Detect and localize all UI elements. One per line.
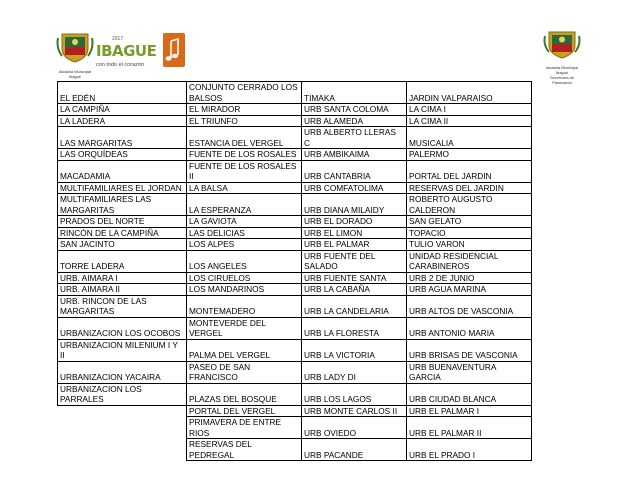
table-cell: URB CANTABRIA	[302, 160, 407, 182]
table-cell: URBANIZACION YACAIRA	[58, 361, 187, 383]
table-row	[58, 417, 532, 439]
table-cell: MONTEVERDE DEL VERGEL	[187, 317, 302, 339]
table-cell: MUSICALIA	[407, 127, 532, 149]
table-cell: EL MIRADOR	[187, 104, 302, 116]
table-cell: URB EL LIMON	[302, 227, 407, 239]
table-cell: URBANIZACION LOS OCOBOS	[58, 317, 187, 339]
table-cell: URB LA VICTORIA	[302, 339, 407, 361]
table-row	[58, 160, 532, 182]
table-cell: URB ALAMEDA	[302, 115, 407, 127]
table-row	[58, 82, 532, 104]
table-cell: URB ANTONIO MARIA	[407, 317, 532, 339]
table-cell: URB BUENAVENTURA GARCIA	[407, 361, 532, 383]
table-row	[58, 115, 532, 127]
table-cell: LA CIMA I	[407, 104, 532, 116]
table-cell: CONJUNTO CERRADO LOS BALSOS	[187, 82, 302, 104]
table-cell: TULIO VARON	[407, 239, 532, 251]
table-cell: RESERVAS DEL JARDIN	[407, 182, 532, 194]
table-cell: FUENTE DE LOS ROSALES	[187, 149, 302, 161]
table-cell: LOS ANGELES	[187, 250, 302, 272]
table-cell: PORTAL DEL JARDIN	[407, 160, 532, 182]
table-cell: URB BRISAS DE VASCONIA	[407, 339, 532, 361]
table-cell: RINCÓN DE LA CAMPIÑA	[58, 227, 187, 239]
table-row	[58, 361, 532, 383]
shield-icon	[543, 28, 581, 60]
table-cell: MULTIFAMILIARES LAS MARGARITAS	[58, 194, 187, 216]
table-cell: URB EL PALMAR I	[407, 405, 532, 417]
table-cell: ESTANCIA DEL VERGEL	[187, 127, 302, 149]
table-cell: LA LADERA	[58, 115, 187, 127]
table-row	[58, 216, 532, 228]
table-cell: URB ALTOS DE VASCONIA	[407, 295, 532, 317]
table-cell: URB EL PALMAR II	[407, 417, 532, 439]
right-crest-subcaption: Secretaría de Planeación	[549, 75, 574, 85]
table-cell: PRADOS DEL NORTE	[58, 216, 187, 228]
table-cell: LA GAVIOTA	[187, 216, 302, 228]
table-cell: UNIDAD RESIDENCIAL CARABINEROS	[407, 250, 532, 272]
table-cell	[58, 417, 187, 439]
table-cell: PORTAL DEL VERGEL	[187, 405, 302, 417]
table-cell: SAN GELATO	[407, 216, 532, 228]
brand-word: IBAGUE	[96, 42, 157, 60]
table-cell	[58, 405, 187, 417]
table-cell: LAS MARGARITAS	[58, 127, 187, 149]
page-header	[0, 20, 638, 85]
table-cell: URB. AIMARA II	[58, 284, 187, 296]
table-body	[58, 82, 532, 461]
brand-year: 2017	[112, 36, 124, 42]
table-row	[58, 439, 532, 461]
table-row	[58, 339, 532, 361]
table-cell: URB AGUA MARINA	[407, 284, 532, 296]
music-note-icon	[163, 33, 185, 67]
table-cell: PRIMAVERA DE ENTRE RIOS	[187, 417, 302, 439]
right-crest-caption: Alcaldía Municipal Ibagué	[545, 65, 579, 75]
table-cell: EL EDÉN	[58, 82, 187, 104]
table-cell: URBANIZACION LOS PARRALES	[58, 383, 187, 405]
municipal-crest-right	[543, 28, 581, 85]
table-cell: PALERMO	[407, 149, 532, 161]
table-cell: URB EL DORADO	[302, 216, 407, 228]
table-cell: MACADAMIA	[58, 160, 187, 182]
table-cell: LAS DELICIAS	[187, 227, 302, 239]
table-cell: URB AMBIKAIMA	[302, 149, 407, 161]
neighborhoods-table	[57, 81, 532, 461]
table-cell: PASEO DE SAN FRANCISCO	[187, 361, 302, 383]
table-cell: URB LA FLORESTA	[302, 317, 407, 339]
table-row	[58, 127, 532, 149]
left-crest-caption: Alcaldía Municipal Ibagué	[58, 69, 92, 79]
table-cell: LA ESPERANZA	[187, 194, 302, 216]
table-cell: URB CIUDAD BLANCA	[407, 383, 532, 405]
table-cell: LA CAMPIÑA	[58, 104, 187, 116]
table-row	[58, 272, 532, 284]
table-cell: URB ALBERTO LLERAS C	[302, 127, 407, 149]
table-row	[58, 383, 532, 405]
table-row	[58, 317, 532, 339]
table-cell: URB PACANDE	[302, 439, 407, 461]
table-cell: LA BALSA	[187, 182, 302, 194]
table-cell: RESERVAS DEL PEDREGAL	[187, 439, 302, 461]
table-cell: MULTIFAMILIARES EL JORDAN	[58, 182, 187, 194]
ibague-brand-logo	[94, 34, 157, 74]
table-cell: LOS MANDARINOS	[187, 284, 302, 296]
shield-icon	[56, 30, 94, 64]
table-row	[58, 194, 532, 216]
table-cell: LAS ORQUÍDEAS	[58, 149, 187, 161]
table-cell: URB DIANA MILAIDY	[302, 194, 407, 216]
table-cell: URB EL PRADO I	[407, 439, 532, 461]
table-cell: LA CIMA II	[407, 115, 532, 127]
table-cell: URB MONTE CARLOS II	[302, 405, 407, 417]
table-cell: URBANIZACION MILENIUM I Y II	[58, 339, 187, 361]
table-cell: URB 2 DE JUNIO	[407, 272, 532, 284]
table-row	[58, 227, 532, 239]
table-row	[58, 405, 532, 417]
table-cell: URB FUENTE SANTA	[302, 272, 407, 284]
table-cell: MONTEMADERO	[187, 295, 302, 317]
table-cell: TOPACIO	[407, 227, 532, 239]
table-row	[58, 284, 532, 296]
table-row	[58, 149, 532, 161]
brand-tagline: con todo el corazón	[96, 62, 145, 68]
table-cell: ROBERTO AUGUSTO CALDERON	[407, 194, 532, 216]
table-row	[58, 250, 532, 272]
table-cell: URB EL PALMAR	[302, 239, 407, 251]
table-cell: PALMA DEL VERGEL	[187, 339, 302, 361]
table-cell: URB LADY DI	[302, 361, 407, 383]
table-row	[58, 295, 532, 317]
table-cell: SAN JACINTO	[58, 239, 187, 251]
table-cell: EL TRIUNFO	[187, 115, 302, 127]
table-row	[58, 239, 532, 251]
table-cell: URB COMFATOLIMA	[302, 182, 407, 194]
table-cell: URB SANTA COLOMA	[302, 104, 407, 116]
table-cell: TORRE LADERA	[58, 250, 187, 272]
table-cell: TIMAKA	[302, 82, 407, 104]
table-cell: URB LA CABAÑA	[302, 284, 407, 296]
table-cell: URB LOS LAGOS	[302, 383, 407, 405]
table-cell: JARDIN VALPARAISO	[407, 82, 532, 104]
table-row	[58, 182, 532, 194]
table-cell: LOS CIRUELOS	[187, 272, 302, 284]
table-cell: LOS ALPES	[187, 239, 302, 251]
table-cell: PLAZAS DEL BOSQUE	[187, 383, 302, 405]
table-cell	[58, 439, 187, 461]
table-cell: URB FUENTE DEL SALADO	[302, 250, 407, 272]
table-row	[58, 104, 532, 116]
table-cell: FUENTE DE LOS ROSALES II	[187, 160, 302, 182]
table-cell: URB. AIMARA I	[58, 272, 187, 284]
table-cell: URB LA CANDELARIA	[302, 295, 407, 317]
municipal-crest-left	[56, 30, 94, 79]
table-cell: URB OVIEDO	[302, 417, 407, 439]
table-cell: URB. RINCON DE LAS MARGARITAS	[58, 295, 187, 317]
